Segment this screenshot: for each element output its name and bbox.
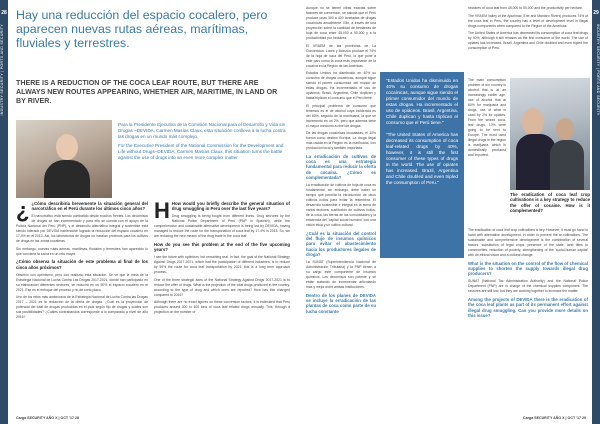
answer-3-en-p3: The United States of America has decreased its consumption of coca leaf drugs by 40%, although it still remains as the first consumer of the world. The use of opiates has increased. Brazil, Argentina and Chile doubled and even tripled the consumption of Peru. [468,31,588,50]
photo-person-1-head [522,108,544,136]
group-photo [510,78,590,190]
left-section-label: INDUSTRY SECURITY | PORTS AND SECURITY [0,24,4,116]
pull-quote-box [380,72,464,258]
answer-4-es: La erradicación de cultivos de hoja de coca es fundamental, sin embargo, debe haber un tiempo que permita la introducción de otros cultivos lícitos para evitar la resiembra. El desarrollo sostenible e integral es la suma de varios factores: sustitución de cultivos lícitos, de la coca, las tierras de las comunidades y la existencia del 'capital social humano' con una visión ética y un cultivo cultural. [306,183,376,228]
intro-english: For the Executive President of the National Commission for the Development and Life without Drugs–DEVIDA, Carmen Masías Claux, this situation turns the battle against the use of drugs into an even more complex matter. [118,143,284,160]
left-footer: Carga SECURITY AÑO X | OCT '17 28 [16,416,79,420]
dropcap-h: H [154,198,170,223]
answer-3-es-p4: El principal problema de consumo que tenemos es el de alcohol cuya incidencia es del 60%, seguido de la marihuana, la que se incrementó en un 2%, pero que además tiene el mayor consumo a nivel de drogas. [306,103,376,128]
photo-body-shape [44,160,90,198]
photo-head-shape [56,134,78,160]
answer-2-en-p1: I see the future with optimism, but remaining real. In fact, the goal of the National Strategy Against Drugs 2017-2021, which had the participation of different industries, is to reduce by 50% the route for coca leaf transportation by 2021; this is a long term approach process. [154,255,290,275]
answer-4-en: The eradication of coca leaf crop cultivations is key. However, it must go hand in hand with alternative development, in order to prevent the re-cultivations. The sustainable and comprehensive development is the combination of several factors: substitution of legal crops, presence of the state, land titles to communities, reduction of poverty, strengthening of the 'social-human capital' with an ethical vision and a cultural change. [468,228,588,257]
question-2-en: How do you see this problem at the end of the five upcoming years? [154,241,290,253]
right-footer: Carga SECURITY AÑO X | OCT '17 29 [523,416,586,420]
right-column-spanish [306,6,376,317]
answer-3-es-p1: Aunque no se tienen cifras exactas sobre factores de conversión, se calcula que el Perú produce unas 300 a 400 toneladas de drogas cocaínicas anualmente. Ello, a través de una proyección sobre la cantidad de hectáreas de hoja de coca entre 45,000 a 50,000 y a la productividad por hectárea. [306,6,376,40]
answer-3-en-p4: The main consumption problem of our country is alcohol that is at an increasingly earlier age, use of alcohol that at 60% for marijuana and drugs, use of what is used by 2% for opiates. From the seized coca-leaf drugs, 10% were going to be sent to Europe. The most used illegal drugs in the region is marijuana, which is domestically produced and imported. [468,78,506,157]
right-page [300,0,600,424]
dropcap-c: ¿ [16,198,30,223]
right-column-english-bottom [468,228,588,321]
right-column-english-top [468,6,588,54]
question-1-es: ¿ ¿Cómo describiría brevemente la situación general del narcotráfico en el Perú durante los últimos cinco años? [16,198,148,223]
article-title: Hay una reducción del espacio cocalero, pero aparecen nuevas rutas aéreas, marítimas, fluviales y terrestres. [16,8,268,50]
left-column-spanish [16,198,148,323]
left-column-english [154,198,290,318]
question-4-es: La erradicación de cultivos de coca es una estrategia fundamental para reducir la oferta de cocaína. ¿Cómo es complementada? [306,153,376,181]
right-page-number: 29 [593,10,599,16]
answer-5-en: SUNAT (National Tax Administration Authority) and the National Police Department (PNP) are in charge of the chemical supplies component. The seizures are still low, but they are working together to increase the matter. [468,279,588,294]
question-6-es: Dentro de los planes de DEVIDA se incluye la erradicación de las plantas de coca como parte de su lucha constante [306,292,376,314]
question-1-en: H How would you briefly describe the general situation of drug smuggling in Peru over the last five years? [154,198,290,223]
answer-3-en-p2: The VRAEM Valley of the Apurimac, Ene and Mantaro Rivers) produces 74% of the coca leaf in Peru, the country has a level of development level in illegal drugs components when compared to the Region of the Americas. [468,13,588,28]
article-intro [118,122,290,164]
question-5-es: ¿Cuál es la situación del control del flujo de insumos químicos para evitar el abastecimiento hacia los productores ilegales de droga? [306,230,376,258]
left-page-number: 28 [1,10,7,16]
answer-1-es-p2: Sin embargo, nuevas rutas aéreas, marítimas, fluviales y terrestres han aparecido lo que convierte la lucha en un reto mayor. [16,246,148,256]
answer-1-en: Drug smuggling is being fought from different fronts. Drug seizures by the National Police Department of Peru (PNP in Spanish), while the comprehensive and sustainable alternative development is being led by DEVIDA, having managed to reduce the route for the transportation of coca leaf by 17.4% in 2013. So, we are reducing the new means of the drug trade in the coca leaf. [154,214,290,239]
photo-person-2-head [556,118,574,140]
answer-2-es: Observo con optimismo, pero con realismo esta situación. Se ve que la meta de la Estrategia Nacional de Lucha Contra Las Drogas 2017-2021, donde han participado en su elaboración diferentes sectores, se reducirá en un 50% el espacio cocalero en el 2021. Ese es el enfoque del proceso y no de corto plazo. [16,272,148,292]
interviewee-photo [16,120,112,198]
right-section-label: INDUSTRY SECURITY | PORTS AND SECURITY [596,24,600,116]
question-2-es: ¿Cómo observa la situación de este problema al final de los cinco años próximos? [16,259,148,270]
intro-spanish: Para la Presidente Ejecutiva de la Comisión Nacional para el Desarrollo y Vida sin Drogas –DEVIDA, Carmen Masías Claux, esta situación conlleva a la lucha contra las drogas en un mundo más complejo. [118,122,286,139]
answer-3-es-p2: El VRAEM de las provincias de La Convención, Lares y Monzón produce el 74% de la hoja de coca del Perú, lo que pone a este país como la zona más importante de la cocaína en la Región de las Américas. [306,43,376,68]
answer-3-es-p5: De las drogas cocaínicas incautadas, el 10% fueron como destino Europa. La droga ilegal más usada en la Región es la marihuana, con producción local y también importada. [306,131,376,150]
question-5-en: What is the situation on the control of the flow of chemical supplies to shorten the supply towards illegal drug producers? [468,260,588,277]
question-3-es: Uno de los retos más ambiciosos de la Estrategia Nacional de Lucha Contra las Drogas 2017 – 2021 es la reducción de la oferta de drogas. ¿Cuál es la proyección de potencial del total de drogas producidas en el país según fijo de drogas y cuáles son sus posibilidades? ¿Cuáles contrabandos corresponde a lo comparado a nivel de año 2016? [16,295,148,320]
question-4-en: The eradication of coca leaf crop cultivations is a key strategy to reduce the offer of cocaine. How is it complemented? [510,192,590,214]
answer-3-es-p3: Estados Unidos ha disminuido en 40% su consumo de drogas cocaínicas, aunque sigue siendo el primer consumidor del mundo de estas drogas. Ha incrementado el uso de opiáceos. Brasil, Argentina, Chile duplican y hasta triplican el consumo que el Perú tiene. [306,71,376,100]
answer-2-en-p2: One of the three strategic axes of the National Strategy Against Drugs 2017-2021 is to reduce the offer of drugs. What is the projection of the total drugs produced in the country, according to the type of drug and which ones are reported? How has this changed compared to 2016? [154,277,290,297]
right-column-english-q4 [510,192,590,216]
question-6-en: Among the projects of DEVIDA there is the eradication of the coca leaf plants as part of its permanent effort against illegal drug smuggling. Can you provide more details on this issue? [468,296,588,318]
pull-quote-spanish: "Estados Unidos ha disminuido en 40% su consumo de drogas cocaínicas, aunque sigue siendo el primer consumidor del mundo de estas drogas. Ha incrementado el uso de opiáceos. Brasil, Argentina, Chile duplican y hasta triplican el consumo que el Perú tiene." [386,78,458,125]
article-title-english: THERE IS A REDUCTION OF THE COCA LEAF ROUTE, BUT THERE ARE ALWAYS NEW ROUTES APPEARING, WHETHER AIR, MARITIME, IN LAND OR BY RIVER. [16,79,278,105]
right-column-english-narrow [468,78,506,161]
photo-person-2-body [550,140,584,190]
answer-5-es: La SUNAT (Superintendencia Nacional de Administración Tributaria) y la PNP tienen a su cargo este componente de insumos químicos. Los decomisos son potente y se están tratando de incrementar articulando más y mejor entre ambas instituciones. [306,260,376,290]
answer-3-en-p1: hectares of coca leaf from 45,000 to 50,000 and the productivity per hectare. [468,6,583,10]
answer-1-es-p1: El narcotráfico está siendo combatido desde muchos frentes. Los decomisos de drogas se han incrementado y para ello se cuenta con el apoyo de la Policía Nacional del Perú (PNP), y el desarrollo alternativo integral y sostenible está siendo liderado por DEVIDA habiéndose logrado la reducción del espacio cocalero en 17,4% en el 2013. Así, los laboratorios de drogas no instalan próximas para los cultivos de droga en las zonas cocaleras. [16,214,148,244]
answer-3-en: Although there are no exact figures on these conversion factors, it is estimated that Peru produces around 300 to 400 tons of coca leaf related drugs annually. This, through a projection on the number of [154,300,290,315]
pull-quote-english: "The United States of America has decreased its consumption of coca leaf-related drugs by 40%, however, it is still the first consumer of these types of drugs in the world. The use of opiates has increased. Brazil, Argentina and Chile doubled and even tripled the consumption of Peru." [386,132,458,185]
